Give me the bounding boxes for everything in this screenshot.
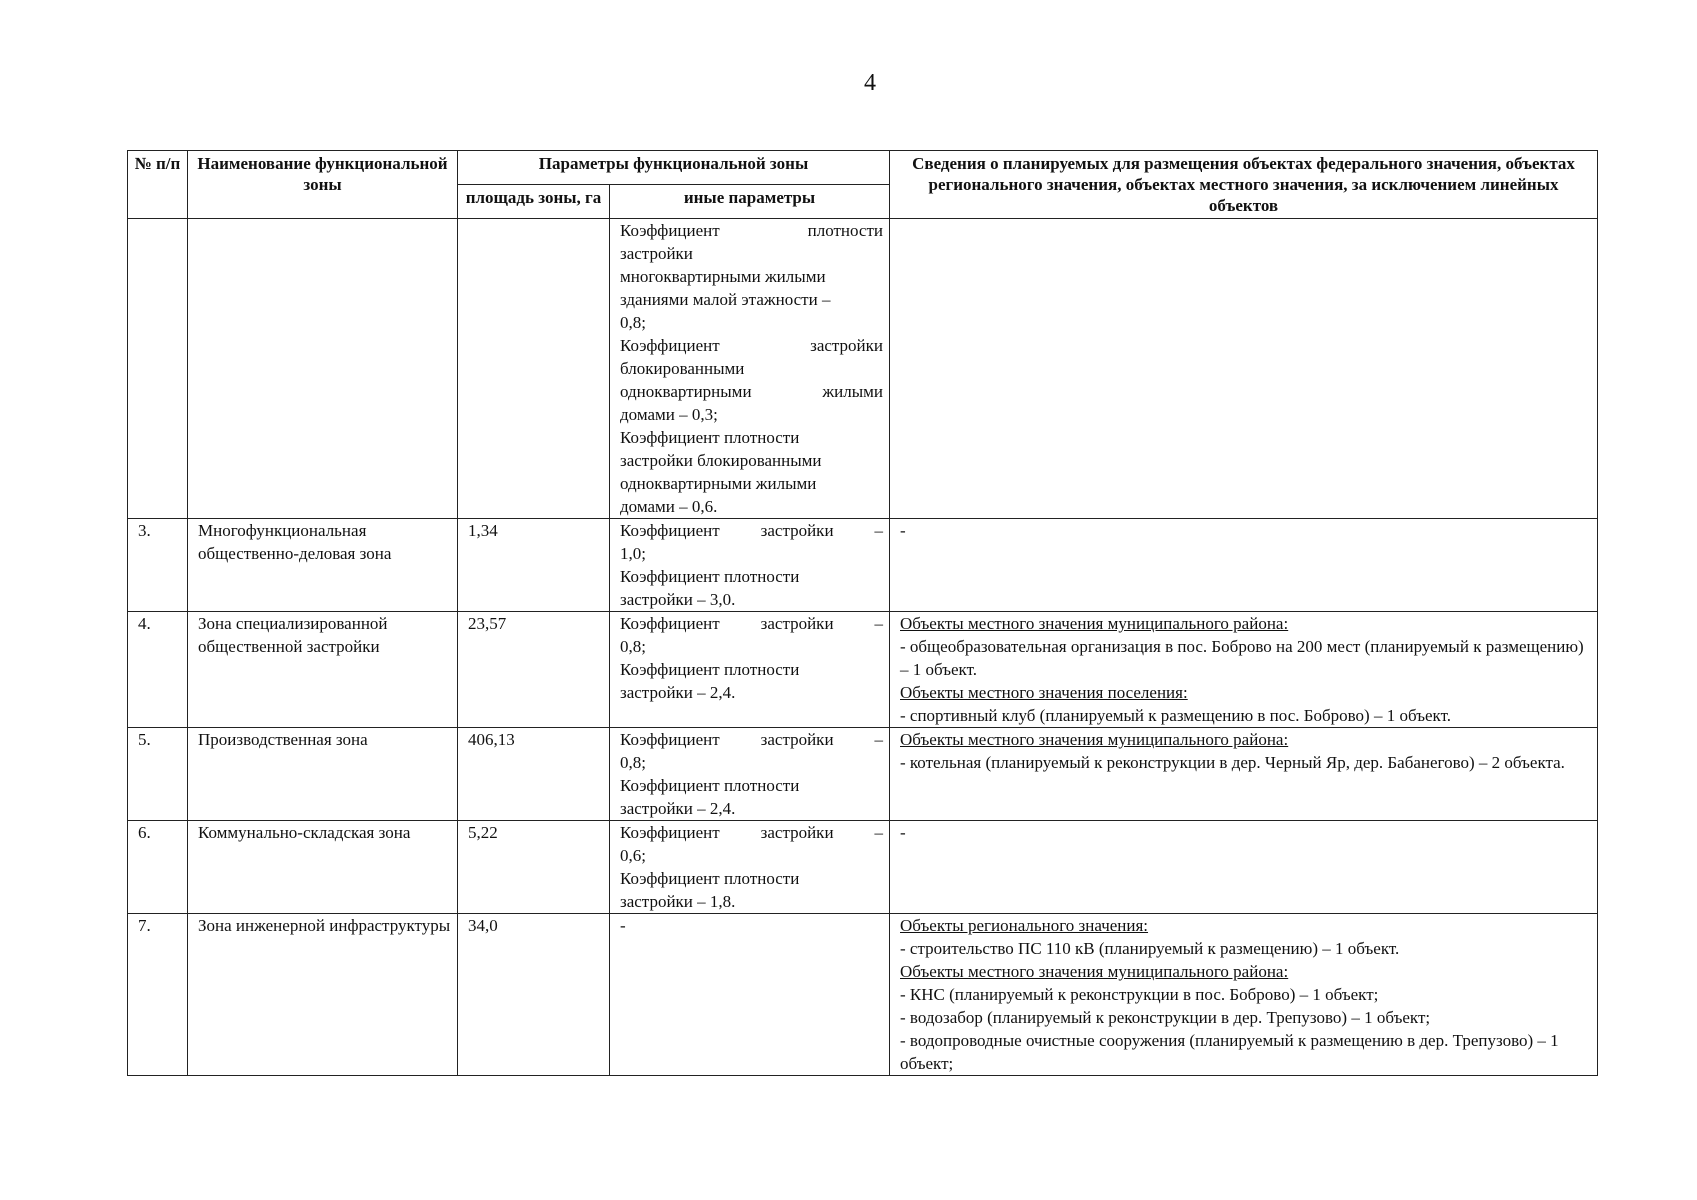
- param-line: зданиями малой этажности –: [620, 290, 831, 309]
- zone-name: Зона специализированной общественной застройки: [188, 612, 458, 728]
- param-line: застройки – 3,0.: [620, 590, 736, 609]
- zone-params: [610, 728, 890, 821]
- param-line: Коэффициент плотности: [620, 221, 883, 240]
- object-item: -: [900, 521, 906, 540]
- param-line: застройки: [620, 244, 693, 263]
- zone-params: [610, 821, 890, 914]
- planned-objects: [890, 612, 1598, 728]
- row-number: 4.: [128, 612, 188, 728]
- zone-area: 1,34: [458, 519, 610, 612]
- row-number: 3.: [128, 519, 188, 612]
- zones-table: [127, 150, 1598, 1076]
- table-row: [128, 821, 1598, 914]
- zone-area: 23,57: [458, 612, 610, 728]
- row-number: 6.: [128, 821, 188, 914]
- param-line: Коэффициент плотности: [620, 776, 800, 795]
- header-row: [128, 151, 1598, 185]
- param-line: многоквартирными жилыми: [620, 267, 826, 286]
- table-row: [128, 728, 1598, 821]
- row-number: 7.: [128, 914, 188, 1076]
- planned-objects: [890, 821, 1598, 914]
- zone-area: 5,22: [458, 821, 610, 914]
- param-line: Коэффициент застройки –: [620, 823, 883, 842]
- zone-area: 406,13: [458, 728, 610, 821]
- object-category: Объекты местного значения муниципального района:: [900, 962, 1289, 981]
- table-row: [128, 914, 1598, 1076]
- param-line: -: [620, 916, 626, 935]
- object-category: Объекты местного значения муниципального района:: [900, 614, 1289, 633]
- object-category: Объекты местного значения муниципального района:: [900, 730, 1289, 749]
- param-line: одноквартирными жилыми: [620, 382, 883, 401]
- header-params-group: Параметры функциональной зоны: [458, 151, 890, 185]
- zone-name: Коммунально-складская зона: [188, 821, 458, 914]
- param-line: застройки – 1,8.: [620, 892, 736, 911]
- zone-area: [458, 219, 610, 519]
- object-category: Объекты регионального значения:: [900, 916, 1149, 935]
- header-other-params: иные параметры: [610, 185, 890, 219]
- param-line: Коэффициент плотности: [620, 567, 800, 586]
- zone-name: Многофункциональная общественно-деловая зона: [188, 519, 458, 612]
- header-planned-objects: Сведения о планируемых для размещения объектах федерального значения, объектах регионального значения, объектах местного значения, за исключением линейных объектов: [890, 151, 1598, 219]
- zone-area: 34,0: [458, 914, 610, 1076]
- page-number: 4: [864, 70, 876, 96]
- param-line: застройки – 2,4.: [620, 683, 736, 702]
- param-line: Коэффициент застройки: [620, 336, 883, 355]
- header-zone-name: Наименование функциональной зоны: [188, 151, 458, 219]
- param-line: блокированными: [620, 359, 745, 378]
- param-line: застройки – 2,4.: [620, 799, 736, 818]
- zone-params: [610, 612, 890, 728]
- planned-objects: [890, 914, 1598, 1076]
- param-line: домами – 0,3;: [620, 405, 718, 424]
- param-line: 0,8;: [620, 637, 646, 656]
- param-line: 0,8;: [620, 313, 646, 332]
- planned-objects: [890, 728, 1598, 821]
- object-item: - спортивный клуб (планируемый к размещению в пос. Боброво) – 1 объект.: [900, 706, 1451, 725]
- object-item: - водозабор (планируемый к реконструкции в дер. Трепузово) – 1 объект;: [900, 1008, 1431, 1027]
- header-area: площадь зоны, га: [458, 185, 610, 219]
- zone-name: [188, 219, 458, 519]
- param-line: застройки блокированными: [620, 451, 822, 470]
- param-line: Коэффициент плотности: [620, 660, 800, 679]
- table-row: [128, 219, 1598, 519]
- param-line: Коэффициент застройки –: [620, 614, 883, 633]
- planned-objects: [890, 219, 1598, 519]
- object-item: - КНС (планируемый к реконструкции в пос. Боброво) – 1 объект;: [900, 985, 1379, 1004]
- param-line: 0,6;: [620, 846, 646, 865]
- object-item: - общеобразовательная организация в пос. Боброво на 200 мест (планируемый к размещению) – 1 объект.: [900, 637, 1584, 679]
- object-item: - котельная (планируемый к реконструкции в дер. Черный Яр, дер. Бабанегово) – 2 объекта.: [900, 753, 1565, 772]
- param-line: Коэффициент застройки –: [620, 521, 883, 540]
- object-item: - водопроводные очистные сооружения (планируемый к размещению в дер. Трепузово) – 1 объект;: [900, 1031, 1559, 1073]
- zone-name: Производственная зона: [188, 728, 458, 821]
- zone-name: Зона инженерной инфраструктуры: [188, 914, 458, 1076]
- object-category: Объекты местного значения поселения:: [900, 683, 1188, 702]
- param-line: 1,0;: [620, 544, 646, 563]
- header-num: № п/п: [128, 151, 188, 219]
- zone-params: [610, 219, 890, 519]
- planned-objects: [890, 519, 1598, 612]
- zone-params: [610, 519, 890, 612]
- table-row: [128, 519, 1598, 612]
- param-line: Коэффициент застройки –: [620, 730, 883, 749]
- row-number: [128, 219, 188, 519]
- object-item: -: [900, 823, 906, 842]
- object-item: - строительство ПС 110 кВ (планируемый к размещению) – 1 объект.: [900, 939, 1400, 958]
- row-number: 5.: [128, 728, 188, 821]
- zone-params: [610, 914, 890, 1076]
- param-line: Коэффициент плотности: [620, 869, 800, 888]
- param-line: домами – 0,6.: [620, 497, 718, 516]
- param-line: Коэффициент плотности: [620, 428, 800, 447]
- param-line: одноквартирными жилыми: [620, 474, 817, 493]
- table-row: [128, 612, 1598, 728]
- param-line: 0,8;: [620, 753, 646, 772]
